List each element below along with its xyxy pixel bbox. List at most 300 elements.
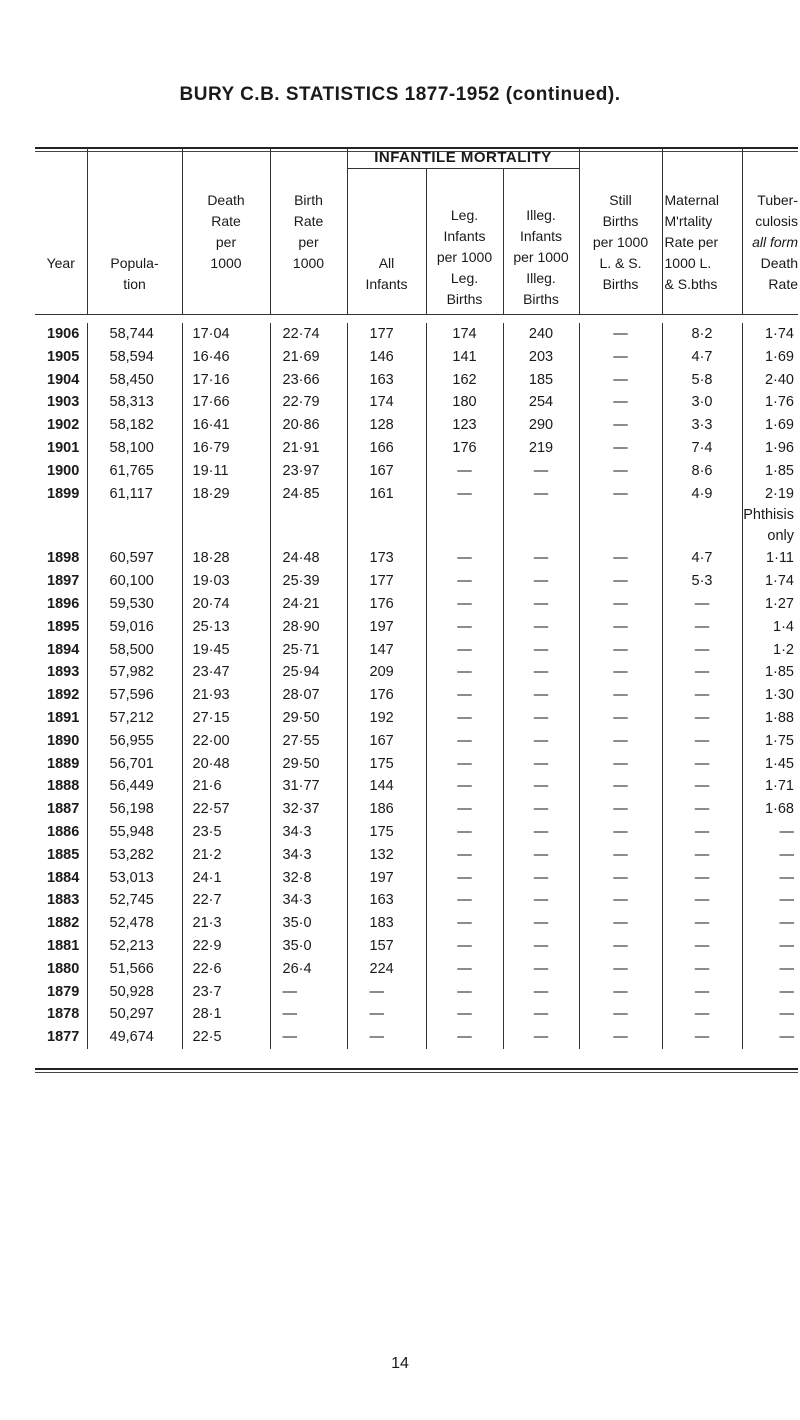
year-cell: 1897 (47, 573, 80, 590)
value-cell: — (579, 414, 662, 437)
value-cell: 2·40 (742, 369, 798, 392)
value-cell: — (742, 935, 798, 958)
value-cell: — (426, 1003, 503, 1026)
value-cell: — (426, 867, 503, 890)
value-cell: 22·74 (270, 323, 347, 346)
year-cell: 1881 (47, 937, 80, 954)
value-cell: 174 (426, 323, 503, 346)
table-row (35, 639, 798, 662)
value-cell: — (579, 821, 662, 844)
value-cell: — (579, 639, 662, 662)
value-cell: 147 (347, 639, 426, 662)
value-cell: — (426, 616, 503, 639)
value-cell: — (579, 707, 662, 730)
value-cell: 61,117 (87, 483, 182, 506)
value-cell: 21·69 (270, 346, 347, 369)
table-row (35, 844, 798, 867)
value-cell: — (426, 639, 503, 662)
value-cell: — (579, 483, 662, 506)
value-cell: 20·74 (182, 593, 270, 616)
empty-cell (182, 505, 270, 547)
value-cell: 1·30 (742, 684, 798, 707)
value-cell: — (662, 958, 742, 981)
table-row (35, 707, 798, 730)
year-cell: 1879 (47, 983, 80, 1000)
value-cell: 167 (347, 730, 426, 753)
value-cell: 59,016 (87, 616, 182, 639)
value-cell: — (662, 593, 742, 616)
value-cell: — (662, 1003, 742, 1026)
table-bottom-rule (35, 1068, 798, 1070)
value-cell: — (503, 981, 579, 1004)
table-row (35, 547, 798, 570)
value-cell: 59,530 (87, 593, 182, 616)
value-cell: — (426, 661, 503, 684)
value-cell: 23·66 (270, 369, 347, 392)
value-cell: 58,182 (87, 414, 182, 437)
table-row (35, 958, 798, 981)
value-cell: 21·6 (182, 775, 270, 798)
year-cell: 1901 (47, 439, 80, 456)
value-cell: — (503, 753, 579, 776)
value-cell: 174 (347, 391, 426, 414)
value-cell: 32·8 (270, 867, 347, 890)
value-cell: 180 (426, 391, 503, 414)
year-cell: 1891 (47, 709, 80, 726)
phthisis-note-row (35, 505, 798, 547)
value-cell: 16·46 (182, 346, 270, 369)
value-cell: 173 (347, 547, 426, 570)
value-cell: — (503, 547, 579, 570)
value-cell: 157 (347, 935, 426, 958)
value-cell: 57,982 (87, 661, 182, 684)
value-cell: — (662, 844, 742, 867)
value-cell: 52,478 (87, 912, 182, 935)
value-cell: — (579, 844, 662, 867)
value-cell: 58,100 (87, 437, 182, 460)
value-cell: — (662, 661, 742, 684)
value-cell: — (579, 935, 662, 958)
value-cell: — (270, 981, 347, 1004)
year-cell: 1893 (47, 664, 80, 681)
value-cell: 21·2 (182, 844, 270, 867)
header-leg-infants: Leg. Infants per 1000 Leg. Births (426, 169, 503, 315)
value-cell: 192 (347, 707, 426, 730)
value-cell: 56,198 (87, 798, 182, 821)
value-cell: — (503, 867, 579, 890)
value-cell: 35·0 (270, 912, 347, 935)
header-birth-rate: Birth Rate per 1000 (270, 148, 347, 315)
value-cell: 209 (347, 661, 426, 684)
value-cell: 52,213 (87, 935, 182, 958)
value-cell: — (426, 912, 503, 935)
value-cell: 26·4 (270, 958, 347, 981)
value-cell: 61,765 (87, 460, 182, 483)
table-row (35, 1003, 798, 1026)
value-cell: — (503, 775, 579, 798)
header-population: Popula- tion (87, 148, 182, 315)
value-cell: 58,450 (87, 369, 182, 392)
value-cell: 4·7 (662, 547, 742, 570)
value-cell: — (426, 570, 503, 593)
header-infantile-mortality: INFANTILE MORTALITY (347, 148, 579, 169)
value-cell: — (662, 775, 742, 798)
value-cell: 20·86 (270, 414, 347, 437)
value-cell: — (662, 981, 742, 1004)
table-row (35, 730, 798, 753)
value-cell: — (662, 889, 742, 912)
statistics-table (35, 148, 798, 1049)
table-row (35, 346, 798, 369)
value-cell: — (579, 981, 662, 1004)
value-cell: 18·29 (182, 483, 270, 506)
year-cell: 1905 (47, 348, 80, 365)
value-cell: 176 (347, 593, 426, 616)
value-cell: 28·1 (182, 1003, 270, 1026)
value-cell: 56,701 (87, 753, 182, 776)
value-cell: — (426, 730, 503, 753)
value-cell: 50,297 (87, 1003, 182, 1026)
value-cell: 22·7 (182, 889, 270, 912)
year-cell: 1900 (47, 462, 80, 479)
table-row (35, 661, 798, 684)
value-cell: — (503, 707, 579, 730)
year-cell: 1902 (47, 417, 80, 434)
value-cell: 24·21 (270, 593, 347, 616)
value-cell: 34·3 (270, 844, 347, 867)
value-cell: 1·96 (742, 437, 798, 460)
value-cell: — (579, 369, 662, 392)
value-cell: 176 (426, 437, 503, 460)
table-row (35, 912, 798, 935)
value-cell: 20·48 (182, 753, 270, 776)
value-cell: — (426, 844, 503, 867)
value-cell: 123 (426, 414, 503, 437)
value-cell: 34·3 (270, 889, 347, 912)
year-cell: 1885 (47, 846, 80, 863)
value-cell: — (579, 684, 662, 707)
phthisis-note: Phthisis only (742, 505, 798, 547)
value-cell: 176 (347, 684, 426, 707)
value-cell: 1·85 (742, 460, 798, 483)
value-cell: — (742, 889, 798, 912)
header-illeg-infants: Illeg. Infants per 1000 Illeg. Births (503, 169, 579, 315)
year-cell: 1877 (47, 1029, 80, 1046)
table-row (35, 867, 798, 890)
value-cell: — (662, 912, 742, 935)
value-cell: — (503, 935, 579, 958)
value-cell: — (579, 958, 662, 981)
value-cell: 175 (347, 821, 426, 844)
value-cell: — (579, 346, 662, 369)
value-cell: 141 (426, 346, 503, 369)
value-cell: 162 (426, 369, 503, 392)
value-cell: — (742, 912, 798, 935)
value-cell: — (662, 639, 742, 662)
table-row (35, 889, 798, 912)
value-cell: 49,674 (87, 1026, 182, 1049)
value-cell: 1·69 (742, 414, 798, 437)
value-cell: 29·50 (270, 707, 347, 730)
value-cell: — (579, 798, 662, 821)
value-cell: 1·88 (742, 707, 798, 730)
year-cell: 1887 (47, 801, 80, 818)
value-cell: 167 (347, 460, 426, 483)
table-row (35, 483, 798, 506)
value-cell: 240 (503, 323, 579, 346)
value-cell: — (662, 684, 742, 707)
header-maternal-mortality: Maternal M'rtality Rate per 1000 L. & S.bths (662, 148, 742, 315)
year-cell: 1886 (47, 823, 80, 840)
value-cell: 22·79 (270, 391, 347, 414)
value-cell: 27·15 (182, 707, 270, 730)
value-cell: 2·19 (742, 483, 798, 506)
value-cell: 128 (347, 414, 426, 437)
value-cell: 1·2 (742, 639, 798, 662)
value-cell: — (503, 912, 579, 935)
value-cell: — (579, 912, 662, 935)
table-body (35, 323, 798, 1049)
value-cell: — (270, 1026, 347, 1049)
value-cell: — (503, 844, 579, 867)
value-cell: 4·9 (662, 483, 742, 506)
value-cell: 53,013 (87, 867, 182, 890)
empty-cell (579, 505, 662, 547)
empty-cell (35, 505, 87, 547)
value-cell: 254 (503, 391, 579, 414)
value-cell: 1·68 (742, 798, 798, 821)
value-cell: 29·50 (270, 753, 347, 776)
value-cell: 52,745 (87, 889, 182, 912)
value-cell: 7·4 (662, 437, 742, 460)
value-cell: 8·6 (662, 460, 742, 483)
year-cell: 1899 (47, 485, 80, 502)
page-title: BURY C.B. STATISTICS 1877-1952 (continued). (179, 84, 621, 105)
value-cell: 22·9 (182, 935, 270, 958)
page-number: 14 (391, 1355, 409, 1372)
table-row (35, 460, 798, 483)
value-cell: — (503, 889, 579, 912)
year-cell: 1878 (47, 1006, 80, 1023)
value-cell: 163 (347, 369, 426, 392)
value-cell: — (503, 730, 579, 753)
value-cell: — (426, 684, 503, 707)
value-cell: — (742, 1003, 798, 1026)
value-cell: 1·74 (742, 570, 798, 593)
value-cell: 21·91 (270, 437, 347, 460)
value-cell: — (503, 661, 579, 684)
value-cell: — (742, 958, 798, 981)
value-cell: 1·76 (742, 391, 798, 414)
table-row (35, 684, 798, 707)
value-cell: 25·71 (270, 639, 347, 662)
value-cell: — (579, 593, 662, 616)
value-cell: 22·5 (182, 1026, 270, 1049)
year-cell: 1880 (47, 960, 80, 977)
value-cell: 53,282 (87, 844, 182, 867)
value-cell: 1·11 (742, 547, 798, 570)
header-all-infants: All Infants (347, 169, 426, 315)
value-cell: 17·04 (182, 323, 270, 346)
value-cell: 18·28 (182, 547, 270, 570)
value-cell: 58,594 (87, 346, 182, 369)
value-cell: — (503, 483, 579, 506)
year-cell: 1904 (47, 371, 80, 388)
value-cell: — (579, 616, 662, 639)
value-cell: 177 (347, 323, 426, 346)
empty-cell (347, 505, 426, 547)
table-bottom-rule-inner (35, 1072, 798, 1073)
header-tuberculosis: Tuber- culosis all form Death Rate (742, 148, 798, 315)
value-cell: — (426, 547, 503, 570)
value-cell: 290 (503, 414, 579, 437)
value-cell: — (503, 798, 579, 821)
value-cell: 35·0 (270, 935, 347, 958)
value-cell: 163 (347, 889, 426, 912)
year-cell: 1906 (47, 326, 80, 342)
value-cell: 51,566 (87, 958, 182, 981)
value-cell: — (503, 570, 579, 593)
value-cell: — (503, 460, 579, 483)
year-cell: 1882 (47, 915, 80, 932)
value-cell: — (503, 1026, 579, 1049)
table-row (35, 616, 798, 639)
value-cell: 21·3 (182, 912, 270, 935)
value-cell: 22·00 (182, 730, 270, 753)
table-row (35, 981, 798, 1004)
value-cell: 1·71 (742, 775, 798, 798)
value-cell: 186 (347, 798, 426, 821)
value-cell: 185 (503, 369, 579, 392)
value-cell: — (270, 1003, 347, 1026)
value-cell: — (579, 661, 662, 684)
year-cell: 1889 (47, 755, 80, 772)
value-cell: 16·79 (182, 437, 270, 460)
value-cell: 5·8 (662, 369, 742, 392)
value-cell: 175 (347, 753, 426, 776)
table-row (35, 391, 798, 414)
value-cell: — (742, 981, 798, 1004)
value-cell: 60,100 (87, 570, 182, 593)
table-row (35, 323, 798, 346)
value-cell: — (426, 483, 503, 506)
year-cell: 1894 (47, 641, 80, 658)
value-cell: 22·57 (182, 798, 270, 821)
value-cell: 17·66 (182, 391, 270, 414)
value-cell: 1·45 (742, 753, 798, 776)
value-cell: 60,597 (87, 547, 182, 570)
value-cell: — (503, 821, 579, 844)
value-cell: 25·13 (182, 616, 270, 639)
value-cell: 1·69 (742, 346, 798, 369)
value-cell: 5·3 (662, 570, 742, 593)
value-cell: — (579, 889, 662, 912)
value-cell: 1·85 (742, 661, 798, 684)
value-cell: — (426, 958, 503, 981)
year-cell: 1888 (47, 778, 80, 795)
value-cell: — (579, 547, 662, 570)
value-cell: — (579, 323, 662, 346)
value-cell: — (426, 775, 503, 798)
value-cell: 31·77 (270, 775, 347, 798)
value-cell: — (742, 844, 798, 867)
value-cell: — (426, 753, 503, 776)
value-cell: 197 (347, 867, 426, 890)
value-cell: 56,955 (87, 730, 182, 753)
value-cell: — (347, 1003, 426, 1026)
table-row (35, 775, 798, 798)
value-cell: — (579, 437, 662, 460)
value-cell: 24·1 (182, 867, 270, 890)
value-cell: 161 (347, 483, 426, 506)
table-row (35, 570, 798, 593)
value-cell: 19·11 (182, 460, 270, 483)
value-cell: 25·39 (270, 570, 347, 593)
table-row (35, 935, 798, 958)
value-cell: 50,928 (87, 981, 182, 1004)
empty-cell (87, 505, 182, 547)
value-cell: 58,500 (87, 639, 182, 662)
value-cell: 132 (347, 844, 426, 867)
empty-cell (270, 505, 347, 547)
value-cell: 4·7 (662, 346, 742, 369)
value-cell: — (662, 867, 742, 890)
value-cell: — (347, 1026, 426, 1049)
table-row (35, 414, 798, 437)
value-cell: — (579, 753, 662, 776)
value-cell: — (426, 1026, 503, 1049)
value-cell: 21·93 (182, 684, 270, 707)
value-cell: — (503, 684, 579, 707)
value-cell: — (503, 639, 579, 662)
value-cell: 3·0 (662, 391, 742, 414)
table-row (35, 369, 798, 392)
value-cell: 23·7 (182, 981, 270, 1004)
year-cell: 1884 (47, 869, 80, 886)
value-cell: 27·55 (270, 730, 347, 753)
value-cell: 24·85 (270, 483, 347, 506)
value-cell: 17·16 (182, 369, 270, 392)
value-cell: — (426, 707, 503, 730)
value-cell: 28·90 (270, 616, 347, 639)
value-cell: 1·75 (742, 730, 798, 753)
value-cell: 197 (347, 616, 426, 639)
header-still-births: Still Births per 1000 L. & S. Births (579, 148, 662, 315)
value-cell: — (503, 593, 579, 616)
value-cell: — (426, 981, 503, 1004)
value-cell: 224 (347, 958, 426, 981)
value-cell: — (503, 616, 579, 639)
value-cell: — (742, 867, 798, 890)
value-cell: 8·2 (662, 323, 742, 346)
year-cell: 1892 (47, 687, 80, 704)
value-cell: 22·6 (182, 958, 270, 981)
value-cell: — (579, 1026, 662, 1049)
value-cell: — (742, 821, 798, 844)
value-cell: 19·03 (182, 570, 270, 593)
value-cell: — (579, 391, 662, 414)
value-cell: 28·07 (270, 684, 347, 707)
value-cell: — (579, 1003, 662, 1026)
value-cell: 3·3 (662, 414, 742, 437)
value-cell: — (662, 821, 742, 844)
value-cell: — (426, 460, 503, 483)
value-cell: — (662, 616, 742, 639)
value-cell: 57,212 (87, 707, 182, 730)
year-cell: 1898 (47, 550, 80, 567)
empty-cell (662, 505, 742, 547)
value-cell: — (426, 593, 503, 616)
